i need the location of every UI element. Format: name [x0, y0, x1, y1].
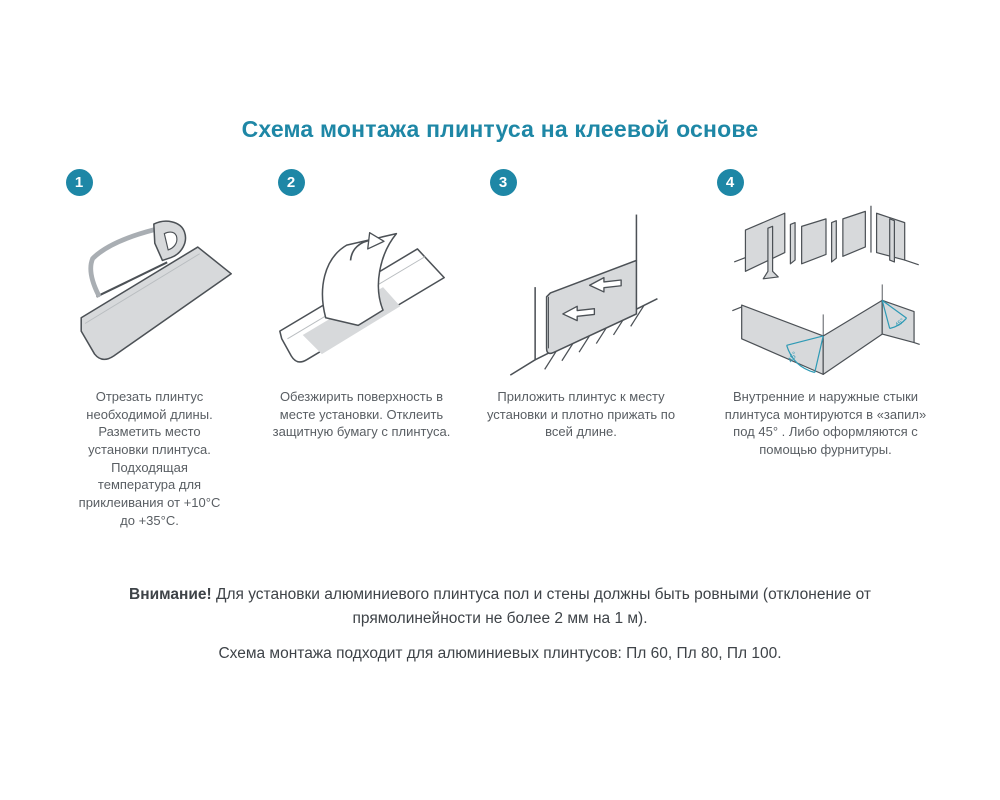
step-2-illustration — [262, 202, 462, 380]
step-2-description: Обезжирить поверхность в месте установки. Отклеить защитную бумагу с плинтуса. — [272, 389, 451, 440]
step-2-number: 2 — [286, 174, 296, 191]
step-3-illustration — [474, 202, 689, 380]
step-3-description: Приложить плинтус к месту установки и плотно прижать по всей длине. — [486, 389, 676, 440]
plinth-panel — [547, 260, 637, 353]
step-2 — [262, 169, 462, 529]
corner-joint-45deg-icon — [716, 202, 936, 380]
warning-note — [70, 583, 930, 630]
outer-corner-angle-label: 45° — [893, 317, 906, 330]
press-plinth-to-wall-icon — [485, 205, 677, 377]
warning-text: Для установки алюминиевого плинтуса пол и стены должны быть ровными (отклонение от прямолинейности не более 2 мм на 1 м). — [211, 586, 871, 627]
step-4 — [701, 169, 951, 529]
step-1 — [50, 169, 250, 529]
step-1-number-badge — [66, 169, 93, 196]
inner-corner-angle-label: 45° — [785, 349, 799, 365]
warning-label: Внимание! — [129, 586, 212, 604]
mitred-corner-run — [732, 284, 919, 374]
step-1-number: 1 — [74, 174, 84, 191]
step-3-number-badge — [490, 169, 517, 196]
step-4-number: 4 — [725, 174, 735, 191]
hacksaw-cut-plinth-icon — [54, 205, 246, 377]
step-1-illustration — [50, 202, 250, 380]
step-3 — [474, 169, 689, 529]
step-3-number: 3 — [498, 174, 508, 191]
peel-protective-paper-icon — [266, 205, 458, 377]
notes-section — [0, 583, 1000, 663]
plinth-board — [81, 247, 231, 359]
page-title: Схема монтажа плинтуса на клеевой основе — [241, 116, 759, 142]
step-4-number-badge — [717, 169, 744, 196]
compatibility-note: Схема монтажа подходит для алюминиевых плинтусов: Пл 60, Пл 80, Пл 100. — [218, 644, 782, 662]
step-4-description: Внутренние и наружные стыки плинтуса монтируются в «запил» под 45° . Либо оформляются с помощью фурнитуры. — [724, 389, 927, 458]
steps-row — [0, 169, 1000, 529]
step-1-description: Отрезать плинтус необходимой длины. Разметить место установки плинтуса. Подходящая температура для приклеивания от +10°С до +35°С. — [78, 389, 221, 528]
step-2-number-badge — [278, 169, 305, 196]
step-4-illustration — [701, 202, 951, 380]
exploded-corner-parts — [734, 206, 919, 279]
